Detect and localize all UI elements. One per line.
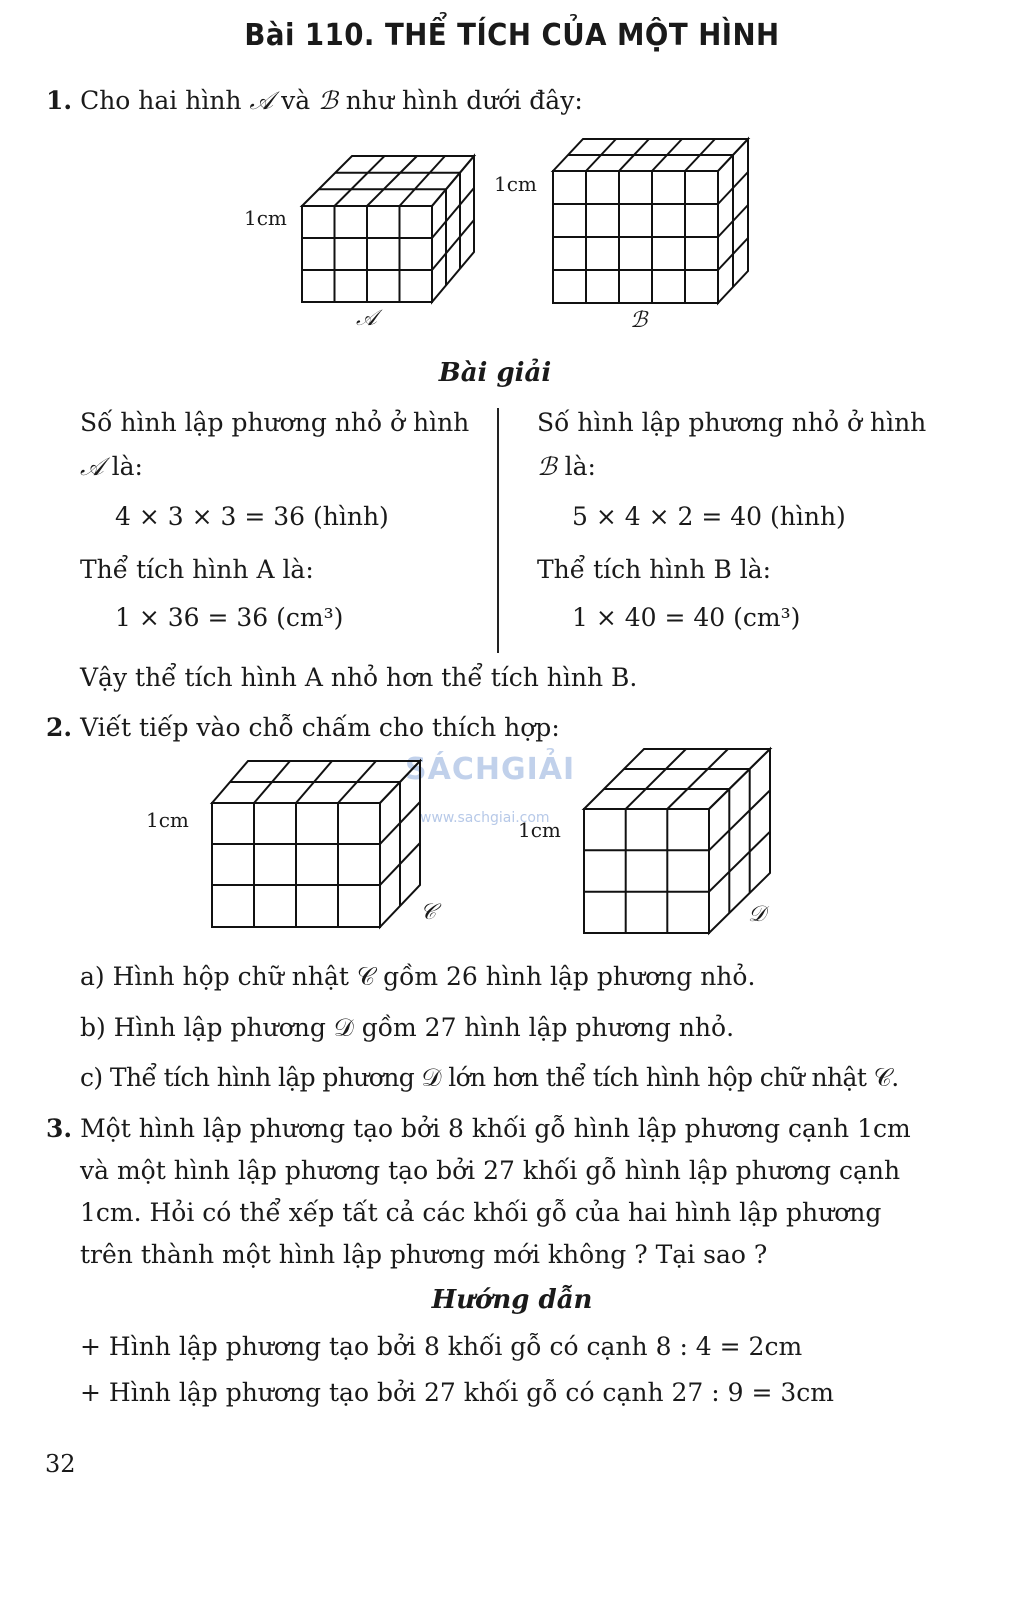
figure-c-label: 𝒞 [420,900,437,925]
left-line2-text: là: [111,452,143,481]
figure-a-label: 𝒜 [356,306,377,331]
page-title: Bài 110. THỂ TÍCH CỦA MỘT HÌNH [244,18,780,53]
exercise-2-number: 2. [46,713,73,742]
figure-d-label: 𝒟 [748,902,766,927]
left-line2 [80,452,143,482]
guide-line2: + Hình lập phương tạo bởi 27 khối gỗ có cạnh 27 : 9 = 3cm [80,1378,834,1407]
guide-heading: Hướng dẫn [431,1285,593,1315]
figure-b-unit-label: 1cm [494,172,537,196]
left-calc1: 4 × 3 × 3 = 36 (hình) [115,502,389,531]
left-calc2: 1 × 36 = 36 (cm³) [115,603,344,632]
ex3-text-line3: 1cm. Hỏi có thể xếp tất cả các khối gỗ của hai hình lập phương [80,1198,882,1227]
ex1-text-c: như hình dưới đây: [345,86,583,115]
ex2-answer-c: c) Thể tích hình lập phương 𝒟 lớn hơn thể tích hình hộp chữ nhật 𝒞. [80,1063,899,1092]
watermark-brand: SÁCHGIẢI [405,752,576,787]
ex3-text-line1: Một hình lập phương tạo bởi 8 khối gỗ hình lập phương cạnh 1cm [80,1114,911,1143]
figure-b-cuboid [545,135,755,315]
ex1-conclusion: Vậy thể tích hình A nhỏ hơn thể tích hình B. [80,663,638,692]
solution-divider [497,408,499,653]
ex1-text-b: và [281,86,311,115]
figure-c-cuboid [200,755,430,935]
right-line1: Số hình lập phương nhỏ ở hình [537,408,927,437]
right-calc1: 5 × 4 × 2 = 40 (hình) [572,502,846,531]
figure-b-label: ℬ [630,308,648,333]
exercise-2-prompt [46,713,560,742]
right-line2-text: là: [564,452,596,481]
ex1-symbol-a: 𝒜 [249,86,274,115]
left-line3: Thể tích hình A là: [80,555,314,584]
right-line3: Thể tích hình B là: [537,555,772,584]
figure-c-unit-label: 1cm [146,808,189,832]
right-calc2: 1 × 40 = 40 (cm³) [572,603,801,632]
left-symbol: 𝒜 [80,452,104,481]
right-line2 [537,452,596,481]
page-number: 32 [45,1450,76,1478]
ex2-answer-a: a) Hình hộp chữ nhật 𝒞 gồm 26 hình lập phương nhỏ. [80,962,756,991]
exercise-1-prompt [46,86,583,116]
right-symbol: ℬ [537,452,557,481]
ex1-symbol-b: ℬ [318,86,338,115]
figure-d-unit-label: 1cm [518,818,561,842]
exercise-3-number: 3. [46,1114,73,1143]
guide-line1: + Hình lập phương tạo bởi 8 khối gỗ có cạnh 8 : 4 = 2cm [80,1332,803,1361]
ex2-answer-b: b) Hình lập phương 𝒟 gồm 27 hình lập phương nhỏ. [80,1013,735,1042]
solution-heading: Bài giải [438,358,552,388]
left-line1: Số hình lập phương nhỏ ở hình [80,408,470,437]
watermark-url: www.sachgiai.com [420,810,550,826]
ex2-text: Viết tiếp vào chỗ chấm cho thích hợp: [80,713,560,742]
exercise-3-line1 [46,1114,911,1143]
ex1-text-a: Cho hai hình [80,86,242,115]
figure-a-unit-label: 1cm [244,206,287,230]
exercise-1-number: 1. [46,86,73,115]
ex3-text-line2: và một hình lập phương tạo bởi 27 khối gỗ hình lập phương cạnh [80,1156,901,1185]
figure-a-cuboid [290,150,490,335]
ex3-text-line4: trên thành một hình lập phương mới không ? Tại sao ? [80,1240,768,1269]
